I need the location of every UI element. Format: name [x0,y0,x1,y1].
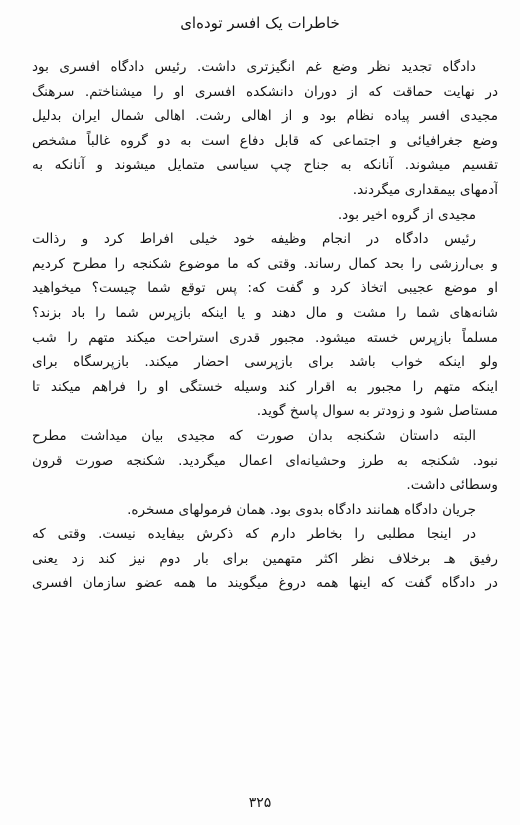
body-text [32,55,498,596]
running-header: خاطرات یک افسر توده‌ای [180,14,340,32]
text-line: در نهایت حماقت که از دوران دانشکده افسری او را میشناختم. سرهنگ [32,83,498,100]
text-line: مجیدی از گروه اخیر بود. [337,206,476,223]
text-line: و بی‌ارزشی را بحد کمال رساند. وقتی که ما موضوع شکنجه را مطرح کردیم [32,255,498,272]
text-line: مجیدی افسر پیاده نظام بود و از اهالی رشت. اهالی شمال ایران بدلیل [32,108,498,125]
text-line: آدمهای بیمقداری میگردند. [352,181,498,198]
text-line: دادگاه تجدید نظر وضع غم انگیزتری داشت. رئیس دادگاه افسری بود [32,59,476,75]
text-line: مستاصل شود و زودتر به سوال پاسخ گوید. [256,403,498,420]
text-line: نبود. شکنجه به طرز وحشیانه‌ای اعمال میگردید. شکنجه صورت قرون [32,452,498,469]
text-line: وضع جغرافیائی و اجتماعی که قابل دفاع است به دو گروه غالباً مشخص [32,132,498,149]
text-line: ولو اینکه خواب باشد برای بازپرسی احضار میکند. بازپرسگاه برای [32,354,498,371]
text-line: البته داستان شکنجه بدان صورت که مجیدی بیان میداشت مطرح [32,427,476,444]
text-line: او موضع عجیبی اتخاذ کرد و گفت که: پس توقع شما چیست؟ میخواهید [32,280,498,297]
text-line: مسلماً بازپرس خسته میشود. مجبور قدری استراحت میکند متهم را شب [32,329,498,346]
page-number: ۳۲۵ [248,795,272,811]
text-line: وسطائی داشت. [406,477,498,494]
text-line: در دادگاه گفت که اینها همه دروغ میگویند ما همه عضو سازمان افسری [32,575,498,592]
text-line: رئیس دادگاه در انجام وظیفه خود خیلی افراط کرد و رذالت [32,231,476,248]
text-line: جریان دادگاه همانند دادگاه بدوی بود. همان فرمولهای مسخره. [127,501,476,518]
text-line: تقسیم میشوند. آنانکه به جناح چپ سیاسی متمایل میشوند و آنانکه به [32,157,498,174]
text-line: رفیق هـ برخلاف نظر اکثر متهمین برای بار دوم نیز کند زد یعنی [32,550,498,567]
text-line: اینکه متهم را مجبور به اقرار کند وسیله خستگی او را فراهم میکند تا [32,378,498,395]
text-line: در اینجا مطلبی را بخاطر دارم که ذکرش بیفایده نیست. وقتی که [32,526,476,543]
text-line: شانه‌های شما را مشت و مال دهند و یا اینکه بازپرس شما را باد بزند؟ [32,304,498,321]
